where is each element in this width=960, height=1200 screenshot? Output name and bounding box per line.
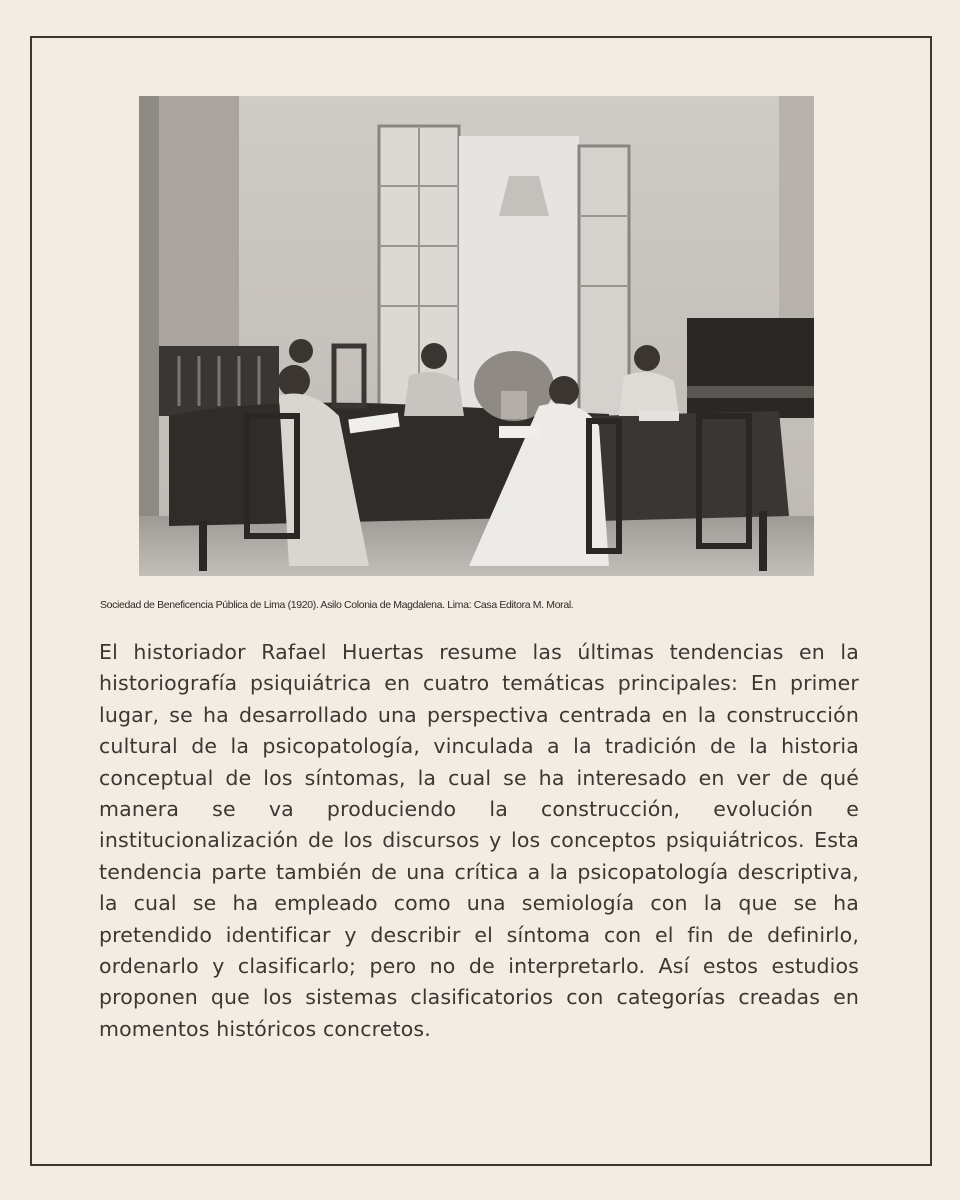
photo-caption: Sociedad de Beneficencia Pública de Lima (1920). Asilo Colonia de Magdalena. Lima: Casa Editora M. Moral. bbox=[100, 599, 574, 611]
body-paragraph: El historiador Rafael Huertas resume las últimas tendencias en la historiografía psiquiátrica en cuatro temáticas principales: En primer lugar, se ha desarrollado una perspectiva centrada en la construcción cultural de la psicopatología, vinculada a la tradición de la historia conceptual de los síntomas, la cual se ha interesado en ver de qué manera se va produciendo la construcción, evolución e institucionalización de los discursos y los conceptos psiquiátricos. Esta tendencia parte también de una crítica a la psicopatología descriptiva, la cual se ha empleado como una semiología con la que se ha pretendido identificar y describir el síntoma con el fin de definirlo, ordenarlo y clasificarlo; pero no de interpretarlo. Así estos estudios proponen que los sistemas clasificatorios con categorías creadas en momentos históricos concretos. bbox=[99, 640, 859, 1041]
archival-photo-asylum-room-icon bbox=[139, 96, 814, 576]
archival-photo bbox=[139, 96, 814, 576]
